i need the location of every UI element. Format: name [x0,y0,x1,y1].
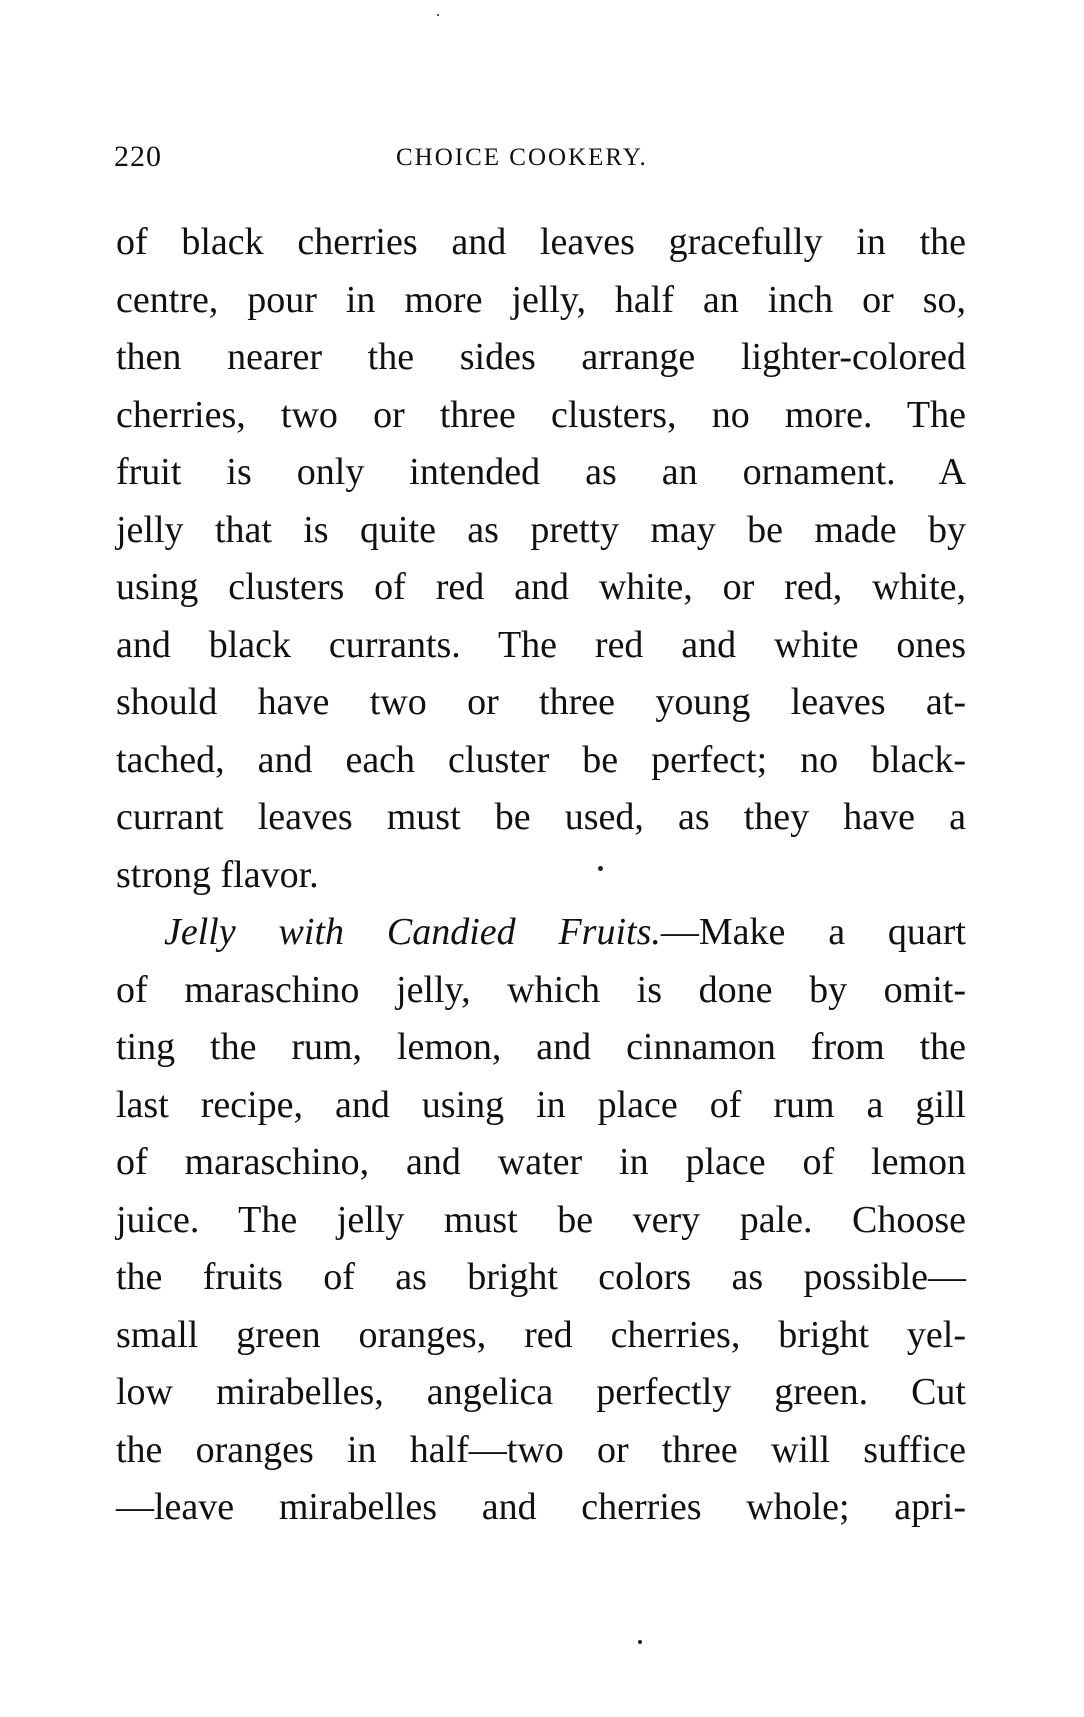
print-speck [598,866,603,871]
text-line: currant leaves must be used, as they have a [116,796,966,838]
text-line: jelly that is quite as pretty may be made by [116,508,966,551]
page-header [114,140,964,180]
text-line: the fruits of as bright colors as possible— [116,1256,966,1298]
text-line: of maraschino, and water in place of lemon [116,1141,966,1183]
text-line: the oranges in half—two or three will suffice [116,1428,966,1471]
text-line: tached, and each cluster be perfect; no black- [116,738,966,781]
text-line: last recipe, and using in place of rum a gill [116,1083,966,1126]
text-line: ting the rum, lemon, and cinnamon from the [116,1026,966,1068]
print-speck [638,1640,642,1644]
text-line: cherries, two or three clusters, no more. The [116,393,966,436]
text-line: small green oranges, red cherries, bright yel- [116,1313,966,1356]
text-line: juice. The jelly must be very pale. Choose [116,1198,966,1241]
text-line: and black currants. The red and white ones [116,623,966,666]
text-line: low mirabelles, angelica perfectly green. Cut [116,1371,966,1413]
text-line: centre, pour in more jelly, half an inch or so, [116,278,966,321]
italic-heading: Jelly with Candied Fruits. [164,911,661,953]
print-speck [437,14,439,16]
text-line: —leave mirabelles and cherries whole; apri- [116,1486,966,1528]
text-line: strong flavor. [116,853,319,896]
text-line: then nearer the sides arrange lighter-colored [116,336,966,378]
text-line: of maraschino jelly, which is done by omit- [116,968,966,1011]
text-line: using clusters of red and white, or red, white, [116,566,966,608]
page-number: 220 [114,140,162,173]
text-line: fruit is only intended as an ornament. A [116,451,966,493]
text-line: of black cherries and leaves gracefully in the [116,221,966,263]
paragraph-heading-line [116,904,966,962]
text-line: should have two or three young leaves at- [116,681,966,723]
heading-line-rest: —Make a quart [660,911,966,953]
body-text [116,214,966,1537]
running-head: CHOICE COOKERY. [396,144,648,171]
